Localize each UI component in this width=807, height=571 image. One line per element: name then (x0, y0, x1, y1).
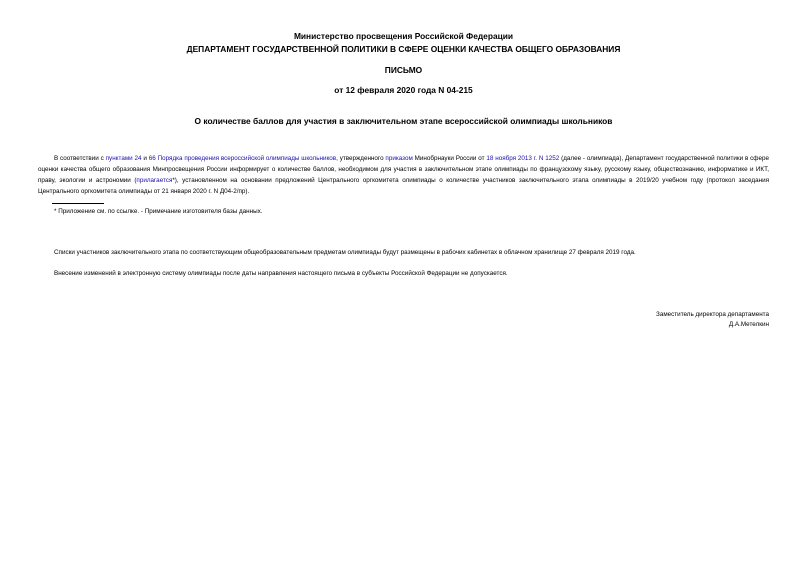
department-name: ДЕПАРТАМЕНТ ГОСУДАРСТВЕННОЙ ПОЛИТИКИ В СФЕРЕ ОЦЕНКИ КАЧЕСТВА ОБЩЕГО ОБРАЗОВАНИЯ (186, 44, 621, 54)
text-segment: *), установленном на основании предложений Центрального оргкомитета олимпиады о количестве участников заключительного этапа олимпиады в 2019/20 учебном году (протокол заседания Центрального оргкомитета олимпиады от 21 января 2020 г. N Д04-2/пр). (38, 177, 769, 195)
document-subject: О количестве баллов для участия в заключительном этапе всероссийской олимпиады школьников (194, 116, 613, 126)
link-item-24[interactable]: пунктами 24 (105, 155, 142, 162)
participant-lists-paragraph: Списки участников заключительного этапа по соответствующим общеобразовательным предметам олимпиады будут размещены в рабочих кабинетах в облачном хранилище 27 февраля 2019 года. (54, 249, 636, 256)
footnote-text: * Приложение см. по ссылке. - Примечание изготовителя базы данных. (54, 208, 263, 215)
changes-paragraph: Внесение изменений в электронную систему олимпиады после даты направления настоящего письма в субъекты Российской Федерации не допускается. (54, 270, 508, 277)
text-segment: и (141, 155, 149, 162)
signer-name: Д.А.Метелкин (728, 321, 769, 328)
document-type: ПИСЬМО (384, 65, 423, 75)
link-attachment[interactable]: прилагается (136, 177, 173, 184)
text-segment: (далее - олимпиада), Департамент государственной политики в сфере оценки качества общего образования Минпросвещения России информирует о количестве баллов, необходимом для участия в заключительном этапе олимпиады по французскому языку, русскому языку, обществознанию, информатике и ИКТ, праву, экологии и астрономии ( (38, 155, 769, 184)
link-item-66[interactable]: 66 (148, 155, 156, 162)
text-segment: В соответствии с (54, 155, 106, 162)
footnote-divider (52, 203, 104, 204)
text-segment: Минобрнауки России от (412, 155, 487, 162)
link-order-date[interactable]: 18 ноября 2013 г. N 1252 (486, 155, 560, 162)
link-olympiad-procedure[interactable]: Порядка проведения всероссийской олимпиады школьников (157, 155, 337, 162)
link-order[interactable]: приказом (385, 155, 413, 162)
text-segment: , утвержденного (336, 155, 386, 162)
ministry-name: Министерство просвещения Российской Федерации (293, 31, 514, 41)
signer-title: Заместитель директора департамента (656, 311, 769, 318)
document-date-number: от 12 февраля 2020 года N 04-215 (334, 85, 473, 95)
main-paragraph (38, 153, 769, 197)
